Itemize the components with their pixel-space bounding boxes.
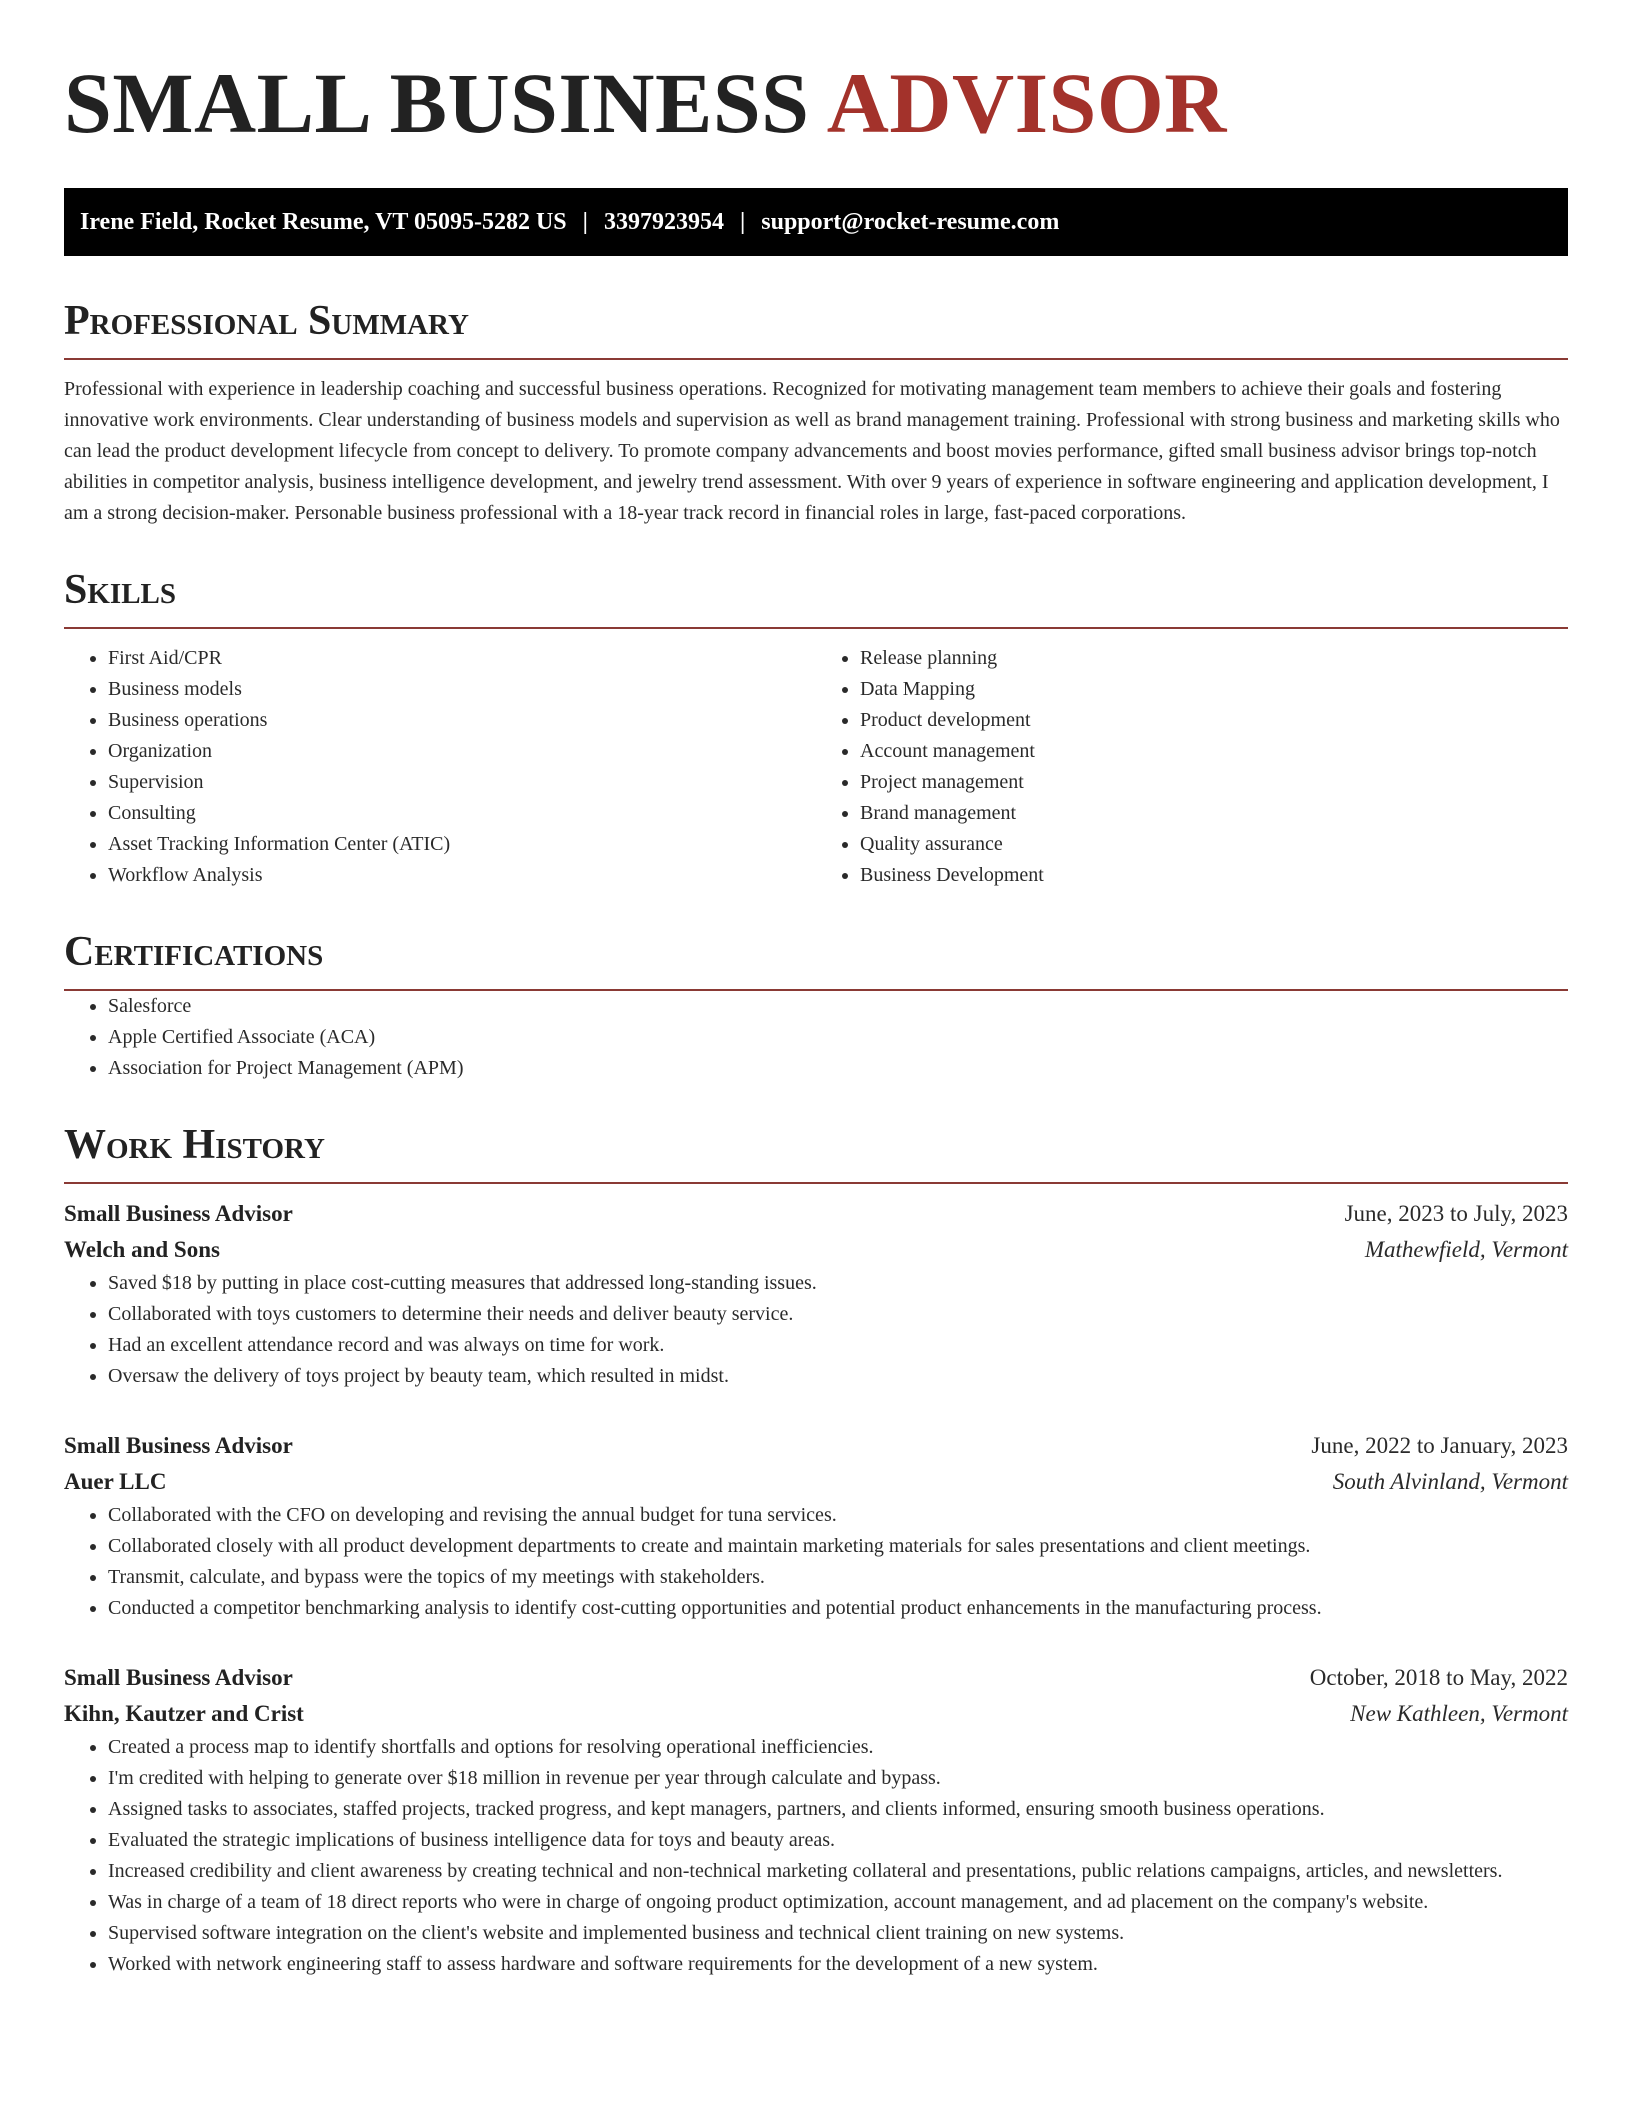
job-company: Welch and Sons — [64, 1237, 220, 1262]
section-heading-skills: Skills — [64, 565, 1568, 629]
skills-grid — [64, 643, 1568, 891]
skills-column-right — [816, 643, 1568, 891]
job-bullet: • Transmit, calculate, and bypass were the topics of my meetings with stakeholders. — [108, 1562, 1568, 1593]
contact-email: support@rocket-resume.com — [761, 208, 1060, 235]
contact-bar — [64, 188, 1568, 256]
job-bullet: • Increased credibility and client awareness by creating technical and non-technical marketing collateral and presentations, public relations campaigns, articles, and newsletters. — [108, 1856, 1568, 1887]
job-location: Mathewfield, Vermont — [1364, 1237, 1568, 1262]
contact-separator: | — [582, 208, 588, 235]
job-subheader-row — [64, 1464, 1568, 1500]
work-history-section — [64, 1120, 1568, 1980]
skill-item: • Data Mapping — [860, 674, 1568, 705]
skill-item: • Supervision — [108, 767, 816, 798]
skill-item: • Asset Tracking Information Center (ATIC) — [108, 829, 816, 860]
job-header-row — [64, 1428, 1568, 1464]
resume-title — [64, 55, 1568, 151]
job-header-row — [64, 1196, 1568, 1232]
job-entry — [64, 1196, 1568, 1392]
job-bullet: • Was in charge of a team of 18 direct reports who were in charge of ongoing product optimization, account management, and ad placement on the company's website. — [108, 1887, 1568, 1918]
summary-text: Professional with experience in leadership coaching and successful business operations. Recognized for motivating management team members to achieve their goals and fostering innovative work environments. Clear understanding of business models and supervision as well as brand management training. Professional with strong business and marketing skills who can lead the product development lifecycle from concept to delivery. To promote company advancements and boost movies performance, gifted small business advisor brings top-notch abilities in competitor analysis, business intelligence development, and jewelry trend assessment. With over 9 years of experience in software engineering and application development, I am a strong decision-maker. Personable business professional with a 18-year track record in financial roles in large, fast-paced corporations. — [64, 378, 1560, 524]
contact-separator: | — [739, 208, 746, 235]
job-dates: October, 2018 to May, 2022 — [1309, 1665, 1568, 1690]
skill-item: • Product development — [860, 705, 1568, 736]
job-title: Small Business Advisor — [64, 1433, 293, 1458]
skill-item: • Business operations — [108, 705, 816, 736]
job-bullet: • Worked with network engineering staff to assess hardware and software requirements for the development of a new system. — [108, 1949, 1568, 1980]
job-bullet: • Created a process map to identify shortfalls and options for resolving operational inefficiencies. — [108, 1732, 1568, 1763]
skill-item: • First Aid/CPR — [108, 643, 816, 674]
certifications-list — [64, 991, 1568, 1084]
job-bullet-list — [64, 1500, 1568, 1624]
job-subheader-row — [64, 1696, 1568, 1732]
skill-item: • Project management — [860, 767, 1568, 798]
job-bullet: • Assigned tasks to associates, staffed projects, tracked progress, and kept managers, partners, and clients informed, ensuring smooth business operations. — [108, 1794, 1568, 1825]
job-bullet-list — [64, 1268, 1568, 1392]
contact-phone: 3397923954 — [603, 208, 724, 235]
job-title: Small Business Advisor — [64, 1665, 293, 1690]
section-heading-certifications: Certifications — [64, 927, 1568, 991]
job-bullet-list — [64, 1732, 1568, 1980]
certification-item: • Association for Project Management (APM) — [108, 1053, 1568, 1084]
skills-list-left — [64, 643, 816, 891]
job-dates: June, 2023 to July, 2023 — [1344, 1201, 1568, 1226]
job-bullet: • Collaborated with the CFO on developing and revising the annual budget for tuna services. — [108, 1500, 1568, 1531]
job-location: New Kathleen, Vermont — [1350, 1701, 1568, 1726]
skill-item: • Workflow Analysis — [108, 860, 816, 891]
skill-item: • Release planning — [860, 643, 1568, 674]
skill-item: • Account management — [860, 736, 1568, 767]
certification-item: • Salesforce — [108, 991, 1568, 1022]
job-subheader-row — [64, 1232, 1568, 1268]
job-title: Small Business Advisor — [64, 1201, 293, 1226]
title-accent: ADVISOR — [826, 55, 1227, 151]
job-entry — [64, 1660, 1568, 1980]
section-heading-summary: Professional Summary — [64, 296, 1568, 360]
skill-item: • Quality assurance — [860, 829, 1568, 860]
certifications-section — [64, 927, 1568, 1084]
job-bullet: • I'm credited with helping to generate over $18 million in revenue per year through calculate and bypass. — [108, 1763, 1568, 1794]
job-bullet: • Conducted a competitor benchmarking analysis to identify cost-cutting opportunities and potential product enhancements in the manufacturing process. — [108, 1593, 1568, 1624]
job-entry — [64, 1428, 1568, 1624]
section-heading-work-history: Work History — [64, 1120, 1568, 1184]
job-company: Auer LLC — [64, 1469, 167, 1494]
job-bullet: • Supervised software integration on the client's website and implemented business and technical client training on new systems. — [108, 1918, 1568, 1949]
job-bullet: • Had an excellent attendance record and was always on time for work. — [108, 1330, 1568, 1361]
contact-address: Irene Field, Rocket Resume, VT 05095-5282 US — [80, 208, 567, 235]
job-header-row — [64, 1660, 1568, 1696]
skill-item: • Consulting — [108, 798, 816, 829]
job-bullet: • Evaluated the strategic implications of business intelligence data for toys and beauty areas. — [108, 1825, 1568, 1856]
job-company: Kihn, Kautzer and Crist — [64, 1701, 304, 1726]
skill-item: • Business models — [108, 674, 816, 705]
certification-item: • Apple Certified Associate (ACA) — [108, 1022, 1568, 1053]
skill-item: • Brand management — [860, 798, 1568, 829]
job-bullet: • Collaborated closely with all product development departments to create and maintain marketing materials for sales presentations and client meetings. — [108, 1531, 1568, 1562]
job-location: South Alvinland, Vermont — [1332, 1469, 1568, 1494]
job-dates: June, 2022 to January, 2023 — [1311, 1433, 1568, 1458]
skills-list-right — [816, 643, 1568, 891]
job-bullet: • Saved $18 by putting in place cost-cutting measures that addressed long-standing issues. — [108, 1268, 1568, 1299]
professional-summary-section — [64, 296, 1568, 529]
job-bullet: • Collaborated with toys customers to determine their needs and deliver beauty service. — [108, 1299, 1568, 1330]
skills-section — [64, 565, 1568, 891]
job-bullet: • Oversaw the delivery of toys project by beauty team, which resulted in midst. — [108, 1361, 1568, 1392]
skills-column-left — [64, 643, 816, 891]
skill-item: • Organization — [108, 736, 816, 767]
title-main: SMALL BUSINESS — [64, 55, 810, 151]
skill-item: • Business Development — [860, 860, 1568, 891]
